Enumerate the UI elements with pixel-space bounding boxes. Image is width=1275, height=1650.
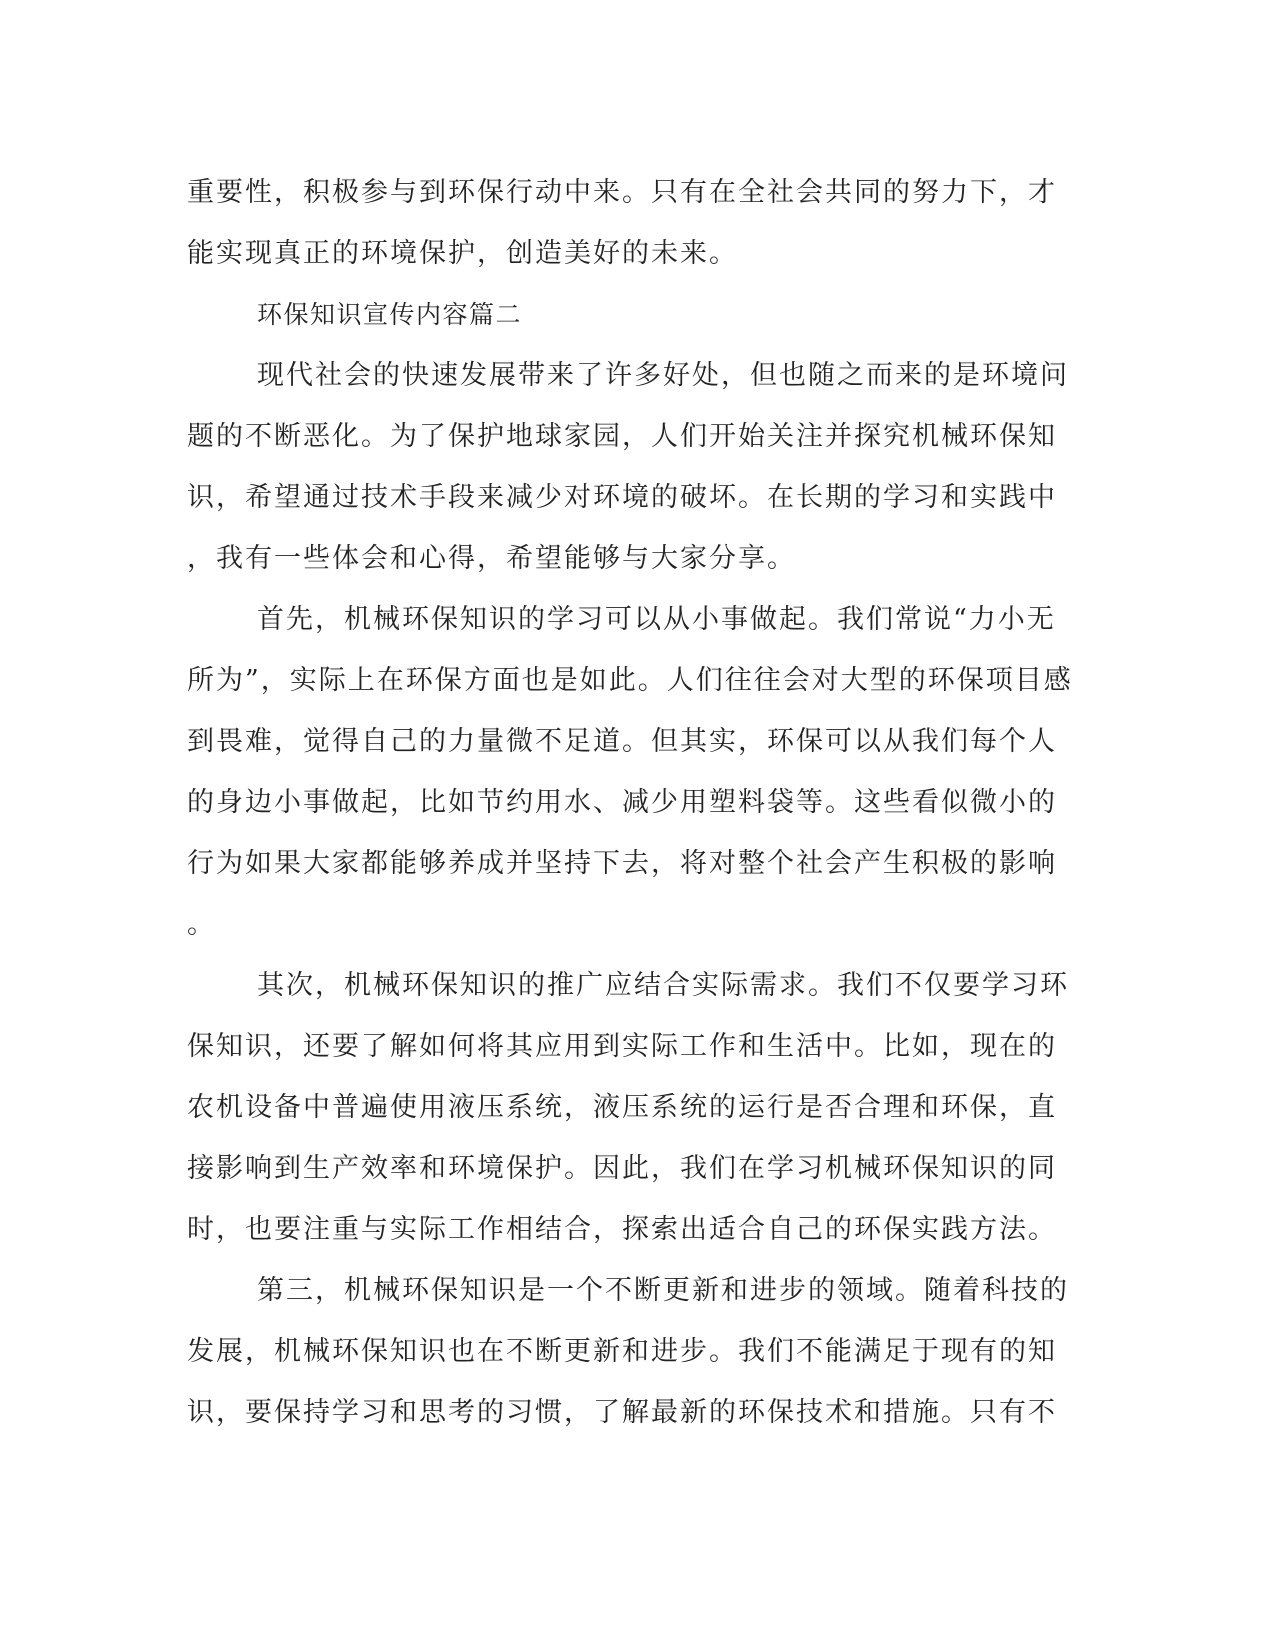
paragraph-line: ，我有一些体会和心得，希望能够与大家分享。	[187, 543, 796, 574]
paragraph-line: 时，也要注重与实际工作相结合，探索出适合自己的环保实践方法。	[187, 1214, 1057, 1245]
paragraph-line: 首先，机械环保知识的学习可以从小事做起。我们常说“力小无	[257, 604, 1056, 635]
paragraph-line: 重要性，积极参与到环保行动中来。只有在全社会共同的努力下，才	[187, 177, 1057, 208]
paragraph-line: 能实现真正的环境保护，创造美好的未来。	[187, 238, 738, 269]
paragraph-line: 行为如果大家都能够养成并坚持下去，将对整个社会产生积极的影响	[187, 848, 1057, 879]
paragraph-line: 所为”，实际上在环保方面也是如此。人们往往会对大型的环保项目感	[187, 665, 1073, 696]
paragraph-line: 发展，机械环保知识也在不断更新和进步。我们不能满足于现有的知	[187, 1336, 1057, 1367]
document-body	[187, 162, 1087, 1443]
paragraph-line: 其次，机械环保知识的推广应结合实际需求。我们不仅要学习环	[257, 970, 1069, 1001]
paragraph-line: 第三，机械环保知识是一个不断更新和进步的领域。随着科技的	[257, 1275, 1069, 1306]
paragraph-line: 题的不断恶化。为了保护地球家园，人们开始关注并探究机械环保知	[187, 421, 1057, 452]
paragraph-line: 接影响到生产效率和环境保护。因此，我们在学习机械环保知识的同	[187, 1153, 1057, 1184]
paragraph-line: 识，希望通过技术手段来减少对环境的破坏。在长期的学习和实践中	[187, 482, 1057, 513]
paragraph-line: 的身边小事做起，比如节约用水、减少用塑料袋等。这些看似微小的	[187, 787, 1057, 818]
paragraph-line: 。	[187, 909, 216, 940]
paragraph-line: 保知识，还要了解如何将其应用到实际工作和生活中。比如，现在的	[187, 1031, 1057, 1062]
paragraph-line: 到畏难，觉得自己的力量微不足道。但其实，环保可以从我们每个人	[187, 726, 1057, 757]
paragraph-line: 识，要保持学习和思考的习惯，了解最新的环保技术和措施。只有不	[187, 1397, 1057, 1428]
section-heading: 环保知识宣传内容篇二	[257, 300, 523, 329]
paragraph-line: 现代社会的快速发展带来了许多好处，但也随之而来的是环境问	[257, 360, 1069, 391]
paragraph-line: 农机设备中普遍使用液压系统，液压系统的运行是否合理和环保，直	[187, 1092, 1057, 1123]
